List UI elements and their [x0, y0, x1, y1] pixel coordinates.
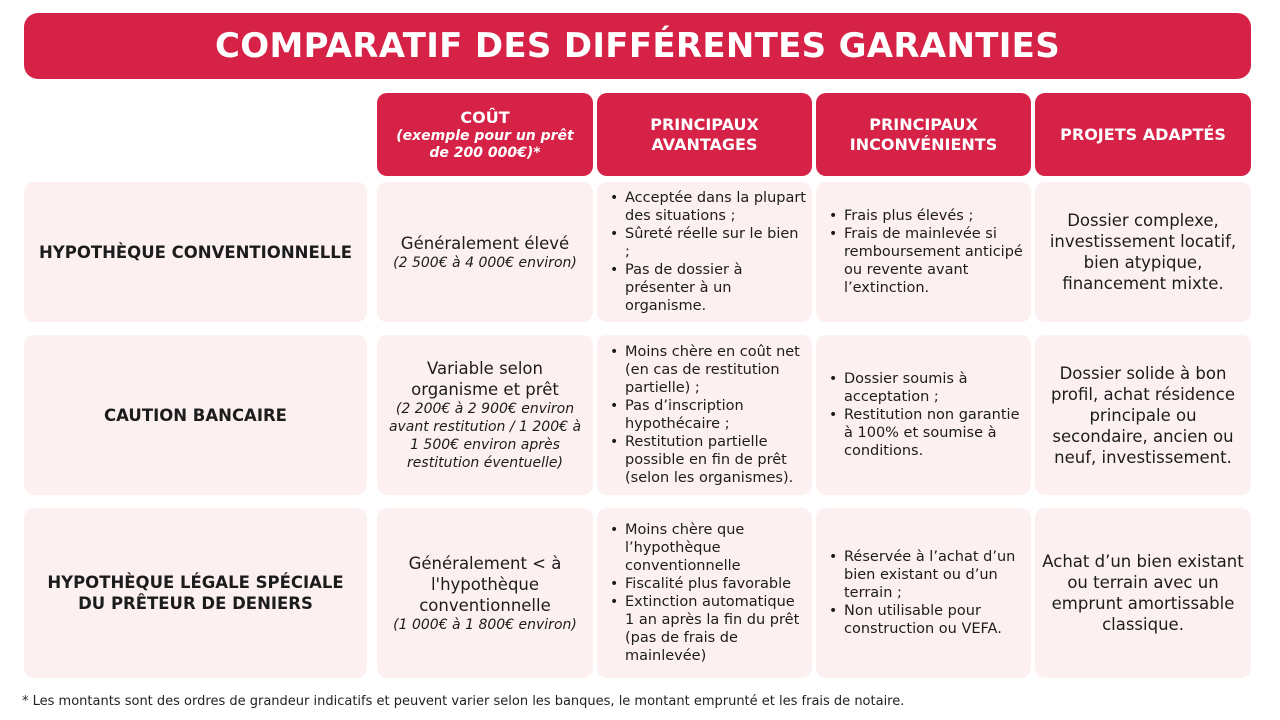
- drawbacks-list: [826, 370, 1025, 460]
- cost-note: (1 000€ à 1 800€ environ): [393, 616, 577, 633]
- drawbacks-cell: [816, 335, 1031, 495]
- advantages-list: [607, 343, 806, 487]
- cost-note: (2 500€ à 4 000€ environ): [393, 254, 577, 271]
- projects-cell: Dossier complexe, investissement locatif, bien atypique, financement mixte.: [1035, 182, 1251, 322]
- list-item: • Restitution partielle possible en fin de prêt (selon les organismes).: [607, 433, 806, 487]
- header-drawbacks: PRINCIPAUX INCONVÉNIENTS: [816, 93, 1031, 176]
- cost-cell: [377, 182, 593, 322]
- cost-cell: [377, 335, 593, 495]
- drawbacks-cell: [816, 508, 1031, 678]
- cost-main: Généralement élevé: [400, 233, 570, 253]
- list-item: • Fiscalité plus favorable: [607, 575, 806, 593]
- row-label-hypotheque-legale-speciale: HYPOTHÈQUE LÉGALE SPÉCIALE DU PRÊTEUR DE DENIERS: [24, 508, 367, 678]
- cost-main: Variable selon organisme et prêt: [411, 359, 559, 399]
- cost-cell: [377, 508, 593, 678]
- list-item: • Restitution non garantie à 100% et soumise à conditions.: [826, 406, 1025, 460]
- drawbacks-cell: [816, 182, 1031, 322]
- drawbacks-list: [826, 548, 1025, 638]
- header-cost-label: COÛT: [460, 107, 510, 127]
- advantages-list: [607, 521, 806, 665]
- page-title: COMPARATIF DES DIFFÉRENTES GARANTIES: [24, 13, 1251, 79]
- list-item: • Acceptée dans la plupart des situations ;: [607, 189, 806, 225]
- row-label-hypotheque-conventionnelle: HYPOTHÈQUE CONVENTIONNELLE: [24, 182, 367, 322]
- advantages-cell: [597, 508, 812, 678]
- advantages-cell: [597, 335, 812, 495]
- header-cost: [377, 93, 593, 176]
- list-item: • Pas d’inscription hypothécaire ;: [607, 397, 806, 433]
- list-item: • Réservée à l’achat d’un bien existant ou d’un terrain ;: [826, 548, 1025, 602]
- list-item: • Moins chère en coût net (en cas de restitution partielle) ;: [607, 343, 806, 397]
- footnote: * Les montants sont des ordres de grandeur indicatifs et peuvent varier selon les banques, le montant emprunté et les frais de notaire.: [22, 694, 905, 709]
- list-item: • Pas de dossier à présenter à un organisme.: [607, 261, 806, 315]
- cost-main: Généralement < à l'hypothèque conventionnelle: [408, 553, 562, 615]
- advantages-cell: [597, 182, 812, 322]
- header-projects: PROJETS ADAPTÉS: [1035, 93, 1251, 176]
- list-item: • Moins chère que l’hypothèque conventionnelle: [607, 521, 806, 575]
- projects-cell: Achat d’un bien existant ou terrain avec un emprunt amortissable classique.: [1035, 508, 1251, 678]
- list-item: • Frais plus élevés ;: [826, 207, 1025, 225]
- list-item: • Dossier soumis à acceptation ;: [826, 370, 1025, 406]
- row-label-caution-bancaire: CAUTION BANCAIRE: [24, 335, 367, 495]
- drawbacks-list: [826, 207, 1025, 297]
- list-item: • Extinction automatique 1 an après la fin du prêt (pas de frais de mainlevée): [607, 593, 806, 665]
- advantages-list: [607, 189, 806, 315]
- projects-cell: Dossier solide à bon profil, achat résidence principale ou secondaire, ancien ou neuf, investissement.: [1035, 335, 1251, 495]
- list-item: • Sûreté réelle sur le bien ;: [607, 225, 806, 261]
- list-item: • Frais de mainlevée si remboursement anticipé ou revente avant l’extinction.: [826, 225, 1025, 297]
- header-cost-subtitle: (exemple pour un prêt de 200 000€)*: [396, 127, 574, 161]
- cost-note: (2 200€ à 2 900€ environ avant restitution / 1 200€ à 1 500€ environ après restitution éventuelle): [388, 401, 582, 471]
- header-advantages: PRINCIPAUX AVANTAGES: [597, 93, 812, 176]
- list-item: • Non utilisable pour construction ou VEFA.: [826, 602, 1025, 638]
